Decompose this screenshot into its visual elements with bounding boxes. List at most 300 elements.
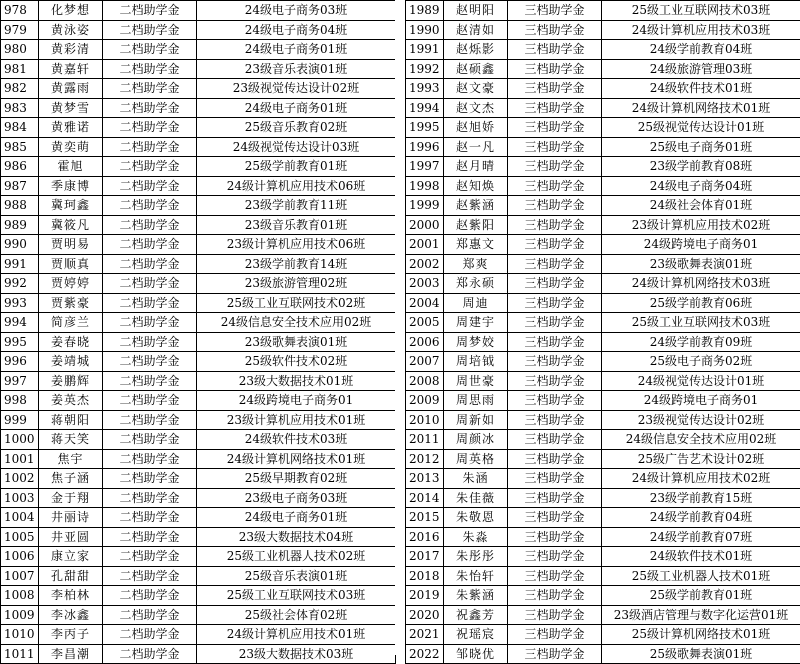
table-row	[406, 137, 800, 157]
subsidy-level-cell: 二档助学金	[103, 391, 197, 411]
class-name-cell: 23级视觉传达设计02班	[197, 79, 396, 99]
class-name-cell: 25级音乐表演01班	[197, 566, 396, 586]
table-row	[1, 449, 396, 469]
subsidy-level-cell: 三档助学金	[508, 118, 602, 138]
student-name-cell: 赵紫阳	[444, 215, 508, 235]
class-name-cell: 24级电子商务03班	[197, 1, 396, 21]
student-name-cell: 赵烁影	[444, 40, 508, 60]
class-name-cell: 24级计算机网络技术01班	[602, 98, 800, 118]
subsidy-level-cell: 二档助学金	[103, 625, 197, 645]
row-number-cell: 1009	[1, 605, 39, 625]
student-name-cell: 周思雨	[444, 391, 508, 411]
class-name-cell: 24级电子商务04班	[602, 176, 800, 196]
row-number-cell: 995	[1, 332, 39, 352]
row-number-cell: 2010	[406, 410, 444, 430]
class-name-cell: 24级计算机应用技术02班	[602, 469, 800, 489]
student-name-cell: 周建宇	[444, 313, 508, 333]
table-row	[1, 40, 396, 60]
subsidy-level-cell: 二档助学金	[103, 527, 197, 547]
table-row	[406, 293, 800, 313]
student-name-cell: 黄彩清	[39, 40, 103, 60]
table-row	[1, 254, 396, 274]
row-number-cell: 1998	[406, 176, 444, 196]
row-number-cell: 998	[1, 391, 39, 411]
student-name-cell: 贾顺真	[39, 254, 103, 274]
table-row	[1, 293, 396, 313]
subsidy-level-cell: 二档助学金	[103, 1, 197, 21]
subsidy-level-cell: 三档助学金	[508, 274, 602, 294]
row-number-cell: 2022	[406, 644, 444, 664]
subsidy-level-cell: 二档助学金	[103, 215, 197, 235]
row-number-cell: 2016	[406, 527, 444, 547]
table-row	[1, 196, 396, 216]
class-name-cell: 24级学前教育07班	[602, 527, 800, 547]
row-number-cell: 2007	[406, 352, 444, 372]
class-name-cell: 25级工业互联网技术03班	[197, 586, 396, 606]
class-name-cell: 25级社会体育02班	[197, 605, 396, 625]
table-row	[1, 488, 396, 508]
class-name-cell: 24级跨境电子商务01	[197, 391, 396, 411]
subsidy-level-cell: 三档助学金	[508, 176, 602, 196]
subsidy-level-cell: 三档助学金	[508, 59, 602, 79]
subsidy-level-cell: 三档助学金	[508, 391, 602, 411]
table-row	[1, 1, 396, 21]
subsidy-level-cell: 三档助学金	[508, 430, 602, 450]
left-table-body	[1, 1, 396, 664]
table-row	[1, 332, 396, 352]
class-name-cell: 24级学前教育04班	[602, 508, 800, 528]
class-name-cell: 23级计算机应用技术02班	[602, 215, 800, 235]
class-name-cell: 23级歌舞表演01班	[602, 254, 800, 274]
subsidy-level-cell: 二档助学金	[103, 410, 197, 430]
subsidy-level-cell: 二档助学金	[103, 449, 197, 469]
subsidy-level-cell: 三档助学金	[508, 586, 602, 606]
class-name-cell: 24级计算机应用技术03班	[602, 20, 800, 40]
student-name-cell: 周培钺	[444, 352, 508, 372]
table-row	[406, 332, 800, 352]
class-name-cell: 25级歌舞表演01班	[602, 644, 800, 664]
student-name-cell: 朱敬恩	[444, 508, 508, 528]
row-number-cell: 1000	[1, 430, 39, 450]
subsidy-level-cell: 二档助学金	[103, 59, 197, 79]
table-row	[1, 98, 396, 118]
student-name-cell: 周梦姣	[444, 332, 508, 352]
class-name-cell: 23级计算机应用技术01班	[197, 410, 396, 430]
table-row	[406, 196, 800, 216]
row-number-cell: 2005	[406, 313, 444, 333]
student-name-cell: 蒋朝阳	[39, 410, 103, 430]
table-row	[406, 254, 800, 274]
student-name-cell: 邹晓优	[444, 644, 508, 664]
student-name-cell: 赵清如	[444, 20, 508, 40]
row-number-cell: 2018	[406, 566, 444, 586]
student-name-cell: 冀珂鑫	[39, 196, 103, 216]
row-number-cell: 1003	[1, 488, 39, 508]
table-row	[406, 508, 800, 528]
row-number-cell: 1006	[1, 547, 39, 567]
table-row	[406, 586, 800, 606]
row-number-cell: 2017	[406, 547, 444, 567]
subsidy-level-cell: 二档助学金	[103, 235, 197, 255]
subsidy-level-cell: 二档助学金	[103, 118, 197, 138]
student-name-cell: 金于翔	[39, 488, 103, 508]
row-number-cell: 993	[1, 293, 39, 313]
student-name-cell: 朱淼	[444, 527, 508, 547]
class-name-cell: 23级计算机应用技术06班	[197, 235, 396, 255]
class-name-cell: 23级大数据技术01班	[197, 371, 396, 391]
class-name-cell: 24级电子商务04班	[197, 20, 396, 40]
table-row	[406, 313, 800, 333]
class-name-cell: 24级学前教育04班	[602, 40, 800, 60]
row-number-cell: 983	[1, 98, 39, 118]
table-row	[1, 371, 396, 391]
class-name-cell: 24级跨境电子商务01	[602, 391, 800, 411]
class-name-cell: 23级学前教育11班	[197, 196, 396, 216]
row-number-cell: 2021	[406, 625, 444, 645]
subsidy-level-cell: 三档助学金	[508, 488, 602, 508]
student-name-cell: 赵一凡	[444, 137, 508, 157]
table-row	[406, 98, 800, 118]
subsidy-level-cell: 三档助学金	[508, 352, 602, 372]
student-name-cell: 周新如	[444, 410, 508, 430]
class-name-cell: 23级旅游管理02班	[197, 274, 396, 294]
student-name-cell: 霍旭	[39, 157, 103, 177]
row-number-cell: 1001	[1, 449, 39, 469]
student-name-cell: 周世豪	[444, 371, 508, 391]
row-number-cell: 1990	[406, 20, 444, 40]
student-name-cell: 朱彤彤	[444, 547, 508, 567]
class-name-cell: 24级旅游管理03班	[602, 59, 800, 79]
student-name-cell: 周英格	[444, 449, 508, 469]
subsidy-level-cell: 三档助学金	[508, 527, 602, 547]
subsidy-level-cell: 三档助学金	[508, 605, 602, 625]
row-number-cell: 992	[1, 274, 39, 294]
class-name-cell: 23级大数据技术04班	[197, 527, 396, 547]
table-row	[406, 488, 800, 508]
class-name-cell: 24级计算机应用技术06班	[197, 176, 396, 196]
class-name-cell: 25级学前教育06班	[602, 293, 800, 313]
student-name-cell: 井亚圆	[39, 527, 103, 547]
row-number-cell: 1011	[1, 644, 39, 664]
student-name-cell: 郑爽	[444, 254, 508, 274]
class-name-cell: 24级计算机应用技术01班	[197, 625, 396, 645]
table-row	[1, 79, 396, 99]
student-name-cell: 贾婷婷	[39, 274, 103, 294]
subsidy-level-cell: 三档助学金	[508, 313, 602, 333]
subsidy-level-cell: 三档助学金	[508, 215, 602, 235]
table-row	[406, 644, 800, 664]
row-number-cell: 2020	[406, 605, 444, 625]
student-name-cell: 黄雅诺	[39, 118, 103, 138]
subsidy-level-cell: 三档助学金	[508, 371, 602, 391]
table-row	[406, 430, 800, 450]
class-name-cell: 25级音乐教育02班	[197, 118, 396, 138]
table-row	[1, 625, 396, 645]
row-number-cell: 985	[1, 137, 39, 157]
table-row	[1, 586, 396, 606]
row-number-cell: 984	[1, 118, 39, 138]
table-row	[406, 352, 800, 372]
table-row	[1, 430, 396, 450]
row-number-cell: 2019	[406, 586, 444, 606]
table-row	[1, 118, 396, 138]
table-row	[406, 274, 800, 294]
class-name-cell: 24级信息安全技术应用02班	[602, 430, 800, 450]
row-number-cell: 1992	[406, 59, 444, 79]
student-name-cell: 贾明易	[39, 235, 103, 255]
student-name-cell: 贾紫豪	[39, 293, 103, 313]
class-name-cell: 25级工业互联网技术03班	[602, 313, 800, 333]
student-name-cell: 姜春晓	[39, 332, 103, 352]
class-name-cell: 25级工业互联网技术03班	[602, 1, 800, 21]
subsidy-level-cell: 三档助学金	[508, 137, 602, 157]
student-name-cell: 黄梦雪	[39, 98, 103, 118]
class-name-cell: 24级计算机网络技术01班	[197, 449, 396, 469]
table-row	[406, 469, 800, 489]
class-name-cell: 23级学前教育14班	[197, 254, 396, 274]
student-name-cell: 朱怡轩	[444, 566, 508, 586]
subsidy-level-cell: 三档助学金	[508, 40, 602, 60]
subsidy-level-cell: 二档助学金	[103, 313, 197, 333]
table-row	[1, 157, 396, 177]
table-row	[406, 371, 800, 391]
class-name-cell: 23级音乐表演01班	[197, 59, 396, 79]
student-name-cell: 简彦兰	[39, 313, 103, 333]
class-name-cell: 24级电子商务01班	[197, 98, 396, 118]
class-name-cell: 24级软件技术01班	[602, 79, 800, 99]
class-name-cell: 25级工业机器人技术02班	[197, 547, 396, 567]
table-row	[406, 20, 800, 40]
row-number-cell: 1008	[1, 586, 39, 606]
student-name-cell: 赵硕鑫	[444, 59, 508, 79]
subsidy-level-cell: 二档助学金	[103, 20, 197, 40]
class-name-cell: 24级软件技术01班	[602, 547, 800, 567]
class-name-cell: 24级计算机网络技术03班	[602, 274, 800, 294]
table-row	[406, 215, 800, 235]
row-number-cell: 1999	[406, 196, 444, 216]
row-number-cell: 1002	[1, 469, 39, 489]
class-name-cell: 23级歌舞表演01班	[197, 332, 396, 352]
class-name-cell: 25级计算机网络技术01班	[602, 625, 800, 645]
student-name-cell: 赵知焕	[444, 176, 508, 196]
row-number-cell: 979	[1, 20, 39, 40]
table-row	[1, 235, 396, 255]
student-name-cell: 季康博	[39, 176, 103, 196]
table-row	[406, 566, 800, 586]
table-row	[406, 176, 800, 196]
class-name-cell: 25级电子商务01班	[602, 137, 800, 157]
row-number-cell: 987	[1, 176, 39, 196]
student-name-cell: 李昌潮	[39, 644, 103, 664]
student-name-cell: 朱佳薇	[444, 488, 508, 508]
class-name-cell: 24级信息安全技术应用02班	[197, 313, 396, 333]
student-name-cell: 赵月晴	[444, 157, 508, 177]
class-name-cell: 25级学前教育01班	[602, 586, 800, 606]
student-name-cell: 祝鑫芳	[444, 605, 508, 625]
table-row	[1, 391, 396, 411]
row-number-cell: 982	[1, 79, 39, 99]
student-name-cell: 焦子涵	[39, 469, 103, 489]
class-name-cell: 25级工业互联网技术02班	[197, 293, 396, 313]
class-name-cell: 24级软件技术03班	[197, 430, 396, 450]
row-number-cell: 1996	[406, 137, 444, 157]
row-number-cell: 1004	[1, 508, 39, 528]
subsidy-level-cell: 二档助学金	[103, 332, 197, 352]
table-row	[1, 352, 396, 372]
student-name-cell: 周迪	[444, 293, 508, 313]
subsidy-level-cell: 二档助学金	[103, 605, 197, 625]
student-name-cell: 周颜冰	[444, 430, 508, 450]
subsidy-level-cell: 二档助学金	[103, 586, 197, 606]
right-table-panel	[405, 0, 800, 664]
class-name-cell: 24级视觉传达设计03班	[197, 137, 396, 157]
table-row	[406, 118, 800, 138]
right-table-body	[406, 1, 800, 664]
row-number-cell: 999	[1, 410, 39, 430]
subsidy-level-cell: 二档助学金	[103, 547, 197, 567]
subsidy-level-cell: 三档助学金	[508, 332, 602, 352]
student-name-cell: 黄泳姿	[39, 20, 103, 40]
subsidy-level-cell: 三档助学金	[508, 293, 602, 313]
table-row	[406, 235, 800, 255]
student-name-cell: 姜英杰	[39, 391, 103, 411]
subsidy-level-cell: 三档助学金	[508, 98, 602, 118]
row-number-cell: 2004	[406, 293, 444, 313]
row-number-cell: 2013	[406, 469, 444, 489]
row-number-cell: 1995	[406, 118, 444, 138]
table-row	[406, 59, 800, 79]
subsidy-level-cell: 二档助学金	[103, 40, 197, 60]
row-number-cell: 1993	[406, 79, 444, 99]
table-row	[406, 1, 800, 21]
class-name-cell: 25级软件技术02班	[197, 352, 396, 372]
row-number-cell: 2012	[406, 449, 444, 469]
row-number-cell: 1005	[1, 527, 39, 547]
table-row	[1, 410, 396, 430]
class-name-cell: 24级学前教育09班	[602, 332, 800, 352]
student-name-cell: 李丙子	[39, 625, 103, 645]
student-name-cell: 黄露雨	[39, 79, 103, 99]
class-name-cell: 25级视觉传达设计01班	[602, 118, 800, 138]
subsidy-level-cell: 三档助学金	[508, 547, 602, 567]
subsidy-level-cell: 三档助学金	[508, 508, 602, 528]
row-number-cell: 990	[1, 235, 39, 255]
subsidy-level-cell: 二档助学金	[103, 469, 197, 489]
class-name-cell: 24级跨境电子商务01	[602, 235, 800, 255]
class-name-cell: 25级工业机器人技术01班	[602, 566, 800, 586]
student-name-cell: 姜鹏辉	[39, 371, 103, 391]
student-name-cell: 李冰鑫	[39, 605, 103, 625]
row-number-cell: 1989	[406, 1, 444, 21]
class-name-cell: 25级广告艺术设计02班	[602, 449, 800, 469]
class-name-cell: 23级电子商务03班	[197, 488, 396, 508]
subsidy-level-cell: 二档助学金	[103, 508, 197, 528]
row-number-cell: 981	[1, 59, 39, 79]
table-row	[1, 508, 396, 528]
table-row	[406, 157, 800, 177]
row-number-cell: 978	[1, 1, 39, 21]
class-name-cell: 24级视觉传达设计01班	[602, 371, 800, 391]
table-row	[1, 605, 396, 625]
table-row	[1, 469, 396, 489]
subsidy-level-cell: 三档助学金	[508, 625, 602, 645]
student-name-cell: 祝瑶宸	[444, 625, 508, 645]
row-number-cell: 1010	[1, 625, 39, 645]
table-row	[406, 547, 800, 567]
row-number-cell: 2002	[406, 254, 444, 274]
row-number-cell: 2001	[406, 235, 444, 255]
subsidy-level-cell: 三档助学金	[508, 235, 602, 255]
subsidy-level-cell: 二档助学金	[103, 352, 197, 372]
row-number-cell: 2009	[406, 391, 444, 411]
class-name-cell: 23级视觉传达设计02班	[602, 410, 800, 430]
student-name-cell: 姜靖城	[39, 352, 103, 372]
row-number-cell: 980	[1, 40, 39, 60]
row-number-cell: 1994	[406, 98, 444, 118]
student-name-cell: 李柏林	[39, 586, 103, 606]
student-name-cell: 朱涵	[444, 469, 508, 489]
table-row	[1, 176, 396, 196]
subsidy-level-cell: 三档助学金	[508, 79, 602, 99]
subsidy-level-cell: 二档助学金	[103, 274, 197, 294]
table-row	[406, 79, 800, 99]
table-row	[1, 274, 396, 294]
row-number-cell: 991	[1, 254, 39, 274]
subsidy-level-cell: 二档助学金	[103, 566, 197, 586]
row-number-cell: 2014	[406, 488, 444, 508]
student-name-cell: 赵旭娇	[444, 118, 508, 138]
class-name-cell: 25级学前教育01班	[197, 157, 396, 177]
class-name-cell: 24级社会体育01班	[602, 196, 800, 216]
student-name-cell: 郑永硕	[444, 274, 508, 294]
class-name-cell: 23级学前教育08班	[602, 157, 800, 177]
subsidy-level-cell: 三档助学金	[508, 469, 602, 489]
subsidy-level-cell: 三档助学金	[508, 410, 602, 430]
class-name-cell: 23级大数据技术03班	[197, 644, 396, 664]
class-name-cell: 25级电子商务02班	[602, 352, 800, 372]
subsidy-level-cell: 二档助学金	[103, 430, 197, 450]
class-name-cell: 24级电子商务01班	[197, 40, 396, 60]
subsidy-level-cell: 二档助学金	[103, 176, 197, 196]
table-row	[406, 40, 800, 60]
table-row	[1, 215, 396, 235]
subsidy-level-cell: 三档助学金	[508, 254, 602, 274]
table-row	[1, 313, 396, 333]
table-row	[1, 20, 396, 40]
table-row	[406, 625, 800, 645]
row-number-cell: 986	[1, 157, 39, 177]
subsidy-level-cell: 二档助学金	[103, 371, 197, 391]
table-row	[406, 449, 800, 469]
class-name-cell: 23级酒店管理与数字化运营01班	[602, 605, 800, 625]
left-subsidy-table	[0, 0, 396, 664]
row-number-cell: 2003	[406, 274, 444, 294]
student-name-cell: 冀筱凡	[39, 215, 103, 235]
row-number-cell: 996	[1, 352, 39, 372]
subsidy-level-cell: 三档助学金	[508, 566, 602, 586]
student-name-cell: 赵文杰	[444, 98, 508, 118]
right-subsidy-table	[405, 0, 800, 664]
row-number-cell: 1991	[406, 40, 444, 60]
row-number-cell: 2006	[406, 332, 444, 352]
column-gap	[395, 0, 405, 655]
table-row	[1, 566, 396, 586]
student-name-cell: 井丽诗	[39, 508, 103, 528]
subsidy-level-cell: 二档助学金	[103, 196, 197, 216]
student-name-cell: 孔甜甜	[39, 566, 103, 586]
subsidy-level-cell: 二档助学金	[103, 644, 197, 664]
student-name-cell: 蒋天笑	[39, 430, 103, 450]
